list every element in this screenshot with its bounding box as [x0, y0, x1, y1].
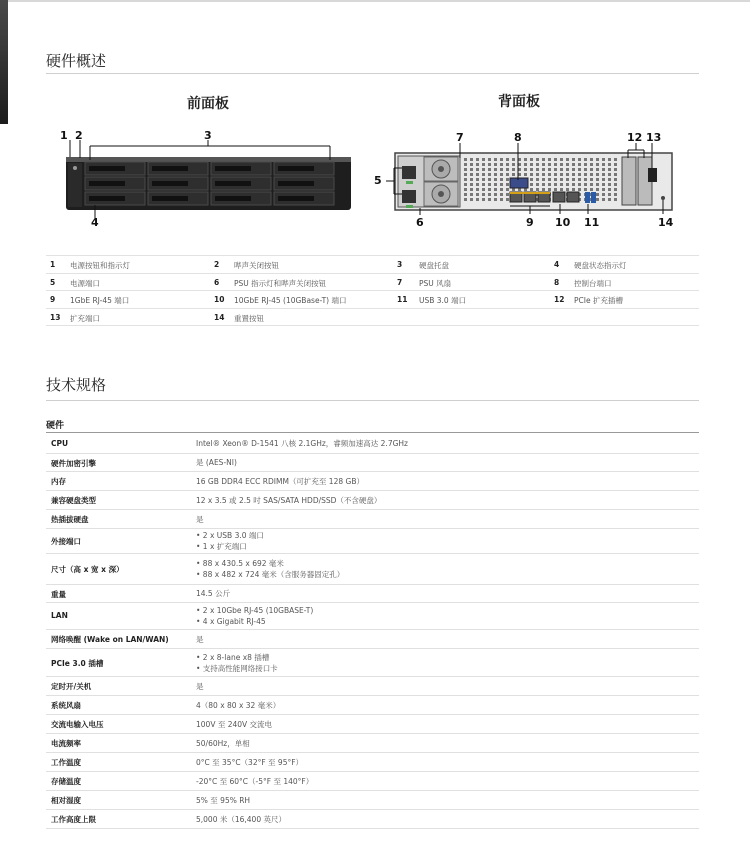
legend-text: 重置按钮: [234, 313, 264, 323]
spec-value-line: Intel® Xeon® D-1541 八核 2.1GHz，睿频加速高达 2.7GHz: [196, 439, 408, 448]
back-callout-5: 5: [374, 174, 382, 187]
legend-number: 14: [214, 312, 225, 322]
spec-value-line: • 88 x 482 x 724 毫米（含服务器固定孔）: [196, 570, 345, 579]
spec-row: [46, 554, 699, 585]
spec-value: [196, 757, 303, 768]
back-callout-11: 11: [584, 216, 600, 229]
spec-value-line: 0°C 至 35°C（32°F 至 95°F）: [196, 757, 304, 767]
spec-value: [196, 795, 250, 806]
spec-value: [196, 476, 364, 487]
spec-row: [46, 810, 699, 829]
legend-number: 12: [554, 295, 565, 304]
spec-value-line: • 4 x Gigabit RJ-45: [196, 617, 266, 626]
spec-value: [196, 457, 237, 468]
spec-value-line: • 2 x USB 3.0 端口: [196, 531, 264, 540]
legend-row: [46, 255, 699, 274]
spec-label: 尺寸（高 x 宽 x 深）: [51, 565, 124, 574]
legend-number: 6: [214, 277, 220, 287]
legend-row: [46, 274, 699, 292]
front-callout-1: 1: [60, 129, 68, 142]
spec-label: LAN: [51, 611, 68, 620]
back-callout-9: 9: [526, 216, 534, 229]
spec-value-line: • 2 x 8-lane x8 插槽: [196, 652, 270, 662]
legend-number: 7: [397, 277, 403, 287]
legend-text: 电源端口: [70, 278, 100, 288]
legend-number: 11: [397, 295, 408, 304]
spec-row: [46, 649, 699, 677]
spec-label: 存储温度: [51, 777, 81, 786]
spec-value-line: 是: [196, 681, 204, 691]
spec-label: 相对湿度: [51, 796, 81, 805]
spec-row: [46, 791, 699, 810]
legend-number: 5: [50, 277, 56, 287]
spec-label: 网络唤醒 (Wake on LAN/WAN): [51, 635, 169, 644]
back-panel-title: 背面板: [498, 94, 540, 110]
spec-value-line: 5,000 米（16,400 英尺）: [196, 814, 286, 824]
spec-label: 兼容硬盘类型: [51, 496, 96, 505]
front-callout-3: 3: [204, 129, 212, 142]
spec-row: [46, 472, 699, 491]
legend-text: PCIe 扩充插槽: [574, 296, 623, 305]
spec-value: [196, 634, 204, 645]
spec-value: [196, 588, 230, 599]
front-callout-4: 4: [91, 216, 99, 229]
legend-text: 电源按钮和指示灯: [70, 261, 130, 270]
legend-number: 9: [50, 295, 56, 304]
spec-value-line: 是: [196, 634, 204, 644]
legend-number: 1: [50, 260, 56, 269]
legend-text: PSU 指示灯和哔声关闭按钮: [234, 278, 327, 288]
spec-row: [46, 630, 699, 649]
legend-text: 硬盘托盘: [419, 261, 449, 270]
spec-value-line: -20°C 至 60°C（-5°F 至 140°F）: [196, 776, 314, 786]
legend-text: 控制台端口: [574, 278, 612, 288]
spec-value-line: • 2 x 10Gbe RJ-45 (10GBASE-T): [196, 606, 314, 615]
spec-label: PCIe 3.0 插槽: [51, 658, 104, 668]
back-callout-8: 8: [514, 131, 522, 144]
spec-value-line: • 1 x 扩充端口: [196, 542, 247, 551]
legend-text: 10GbE RJ-45 (10GBase-T) 端口: [234, 296, 347, 305]
specs-heading: 技术规格: [46, 376, 107, 394]
spec-value: [196, 605, 313, 627]
spec-label: 电流频率: [51, 739, 81, 748]
legend-number: 8: [554, 277, 560, 287]
overview-heading: 硬件概述: [46, 52, 107, 70]
spec-row: [46, 510, 699, 529]
back-callout-10: 10: [555, 216, 571, 229]
spec-label: 工作温度: [51, 758, 81, 767]
legend-number: 13: [50, 312, 61, 322]
spec-value: [196, 681, 204, 692]
back-callout-14: 14: [658, 216, 674, 229]
spec-value-line: 是 (AES-NI): [196, 458, 237, 467]
spec-value-line: 16 GB DDR4 ECC RDIMM（可扩充至 128 GB）: [196, 476, 364, 486]
spec-row: [46, 529, 699, 554]
spec-label: 重量: [51, 589, 66, 599]
legend-row: [46, 309, 699, 327]
legend-number: 2: [214, 260, 220, 269]
legend-number: 4: [554, 260, 560, 269]
spec-value-line: • 支持高性能网络接口卡: [196, 663, 278, 673]
spec-value-line: 是: [196, 514, 204, 524]
spec-row: [46, 434, 699, 454]
spec-value: [196, 495, 381, 506]
hardware-subheading: 硬件: [46, 421, 65, 431]
spec-value-line: 12 x 3.5 或 2.5 吋 SAS/SATA HDD/SSD（不含硬盘）: [196, 495, 382, 505]
spec-value: [196, 700, 280, 711]
spec-row: [46, 677, 699, 696]
back-callout-12: 12: [627, 131, 643, 144]
spec-row: [46, 772, 699, 791]
spec-value: [196, 814, 286, 825]
back-panel-diagram: [0, 0, 750, 240]
legend-number: 10: [214, 295, 225, 304]
spec-value-line: • 88 x 430.5 x 692 毫米: [196, 559, 284, 568]
spec-value: [196, 438, 408, 449]
spec-value-line: 50/60Hz，单相: [196, 738, 250, 748]
spec-value-line: 4（80 x 80 x 32 毫米）: [196, 700, 281, 710]
legend-text: 哔声关闭按钮: [234, 261, 279, 270]
spec-label: CPU: [51, 438, 69, 448]
spec-label: 工作高度上限: [51, 815, 96, 824]
spec-value: [196, 514, 204, 525]
legend-text: PSU 风扇: [419, 278, 452, 288]
spec-value: [196, 719, 272, 730]
legend-text: 1GbE RJ-45 端口: [70, 296, 130, 305]
spec-value-line: 14.5 公斤: [196, 589, 231, 598]
legend-text: 硬盘状态指示灯: [574, 261, 627, 270]
spec-value: [196, 738, 250, 749]
spec-row: [46, 696, 699, 715]
legend-row: [46, 291, 699, 309]
spec-label: 外接端口: [51, 537, 81, 546]
spec-label: 硬件加密引擎: [51, 458, 96, 468]
specs-rule: [46, 400, 699, 401]
legend-text: USB 3.0 端口: [419, 296, 467, 305]
spec-table: [46, 434, 699, 829]
spec-value-line: 5% 至 95% RH: [196, 795, 251, 805]
spec-label: 内存: [51, 477, 66, 486]
spec-row: [46, 753, 699, 772]
spec-row: [46, 603, 699, 630]
hardware-rule: [46, 432, 699, 433]
spec-label: 热插拔硬盘: [51, 515, 89, 524]
back-callout-6: 6: [416, 216, 424, 229]
spec-label: 交流电输入电压: [51, 720, 104, 729]
front-panel-title: 前面板: [187, 96, 229, 112]
spec-value: [196, 530, 264, 552]
spec-label: 系统风扇: [51, 701, 81, 710]
spec-value-line: 100V 至 240V 交流电: [196, 719, 273, 729]
spec-row: [46, 491, 699, 510]
spec-row: [46, 585, 699, 603]
spec-value: [196, 558, 344, 580]
spec-row: [46, 715, 699, 734]
back-callout-7: 7: [456, 131, 464, 144]
component-legend: [46, 255, 699, 326]
spec-value: [196, 776, 313, 787]
spec-label: 定时开/关机: [51, 682, 92, 691]
front-callout-2: 2: [75, 129, 83, 142]
spec-row: [46, 734, 699, 753]
spec-value: [196, 652, 278, 674]
spec-row: [46, 454, 699, 472]
back-callout-13: 13: [646, 131, 662, 144]
legend-number: 3: [397, 260, 403, 269]
legend-text: 扩充端口: [70, 313, 100, 323]
